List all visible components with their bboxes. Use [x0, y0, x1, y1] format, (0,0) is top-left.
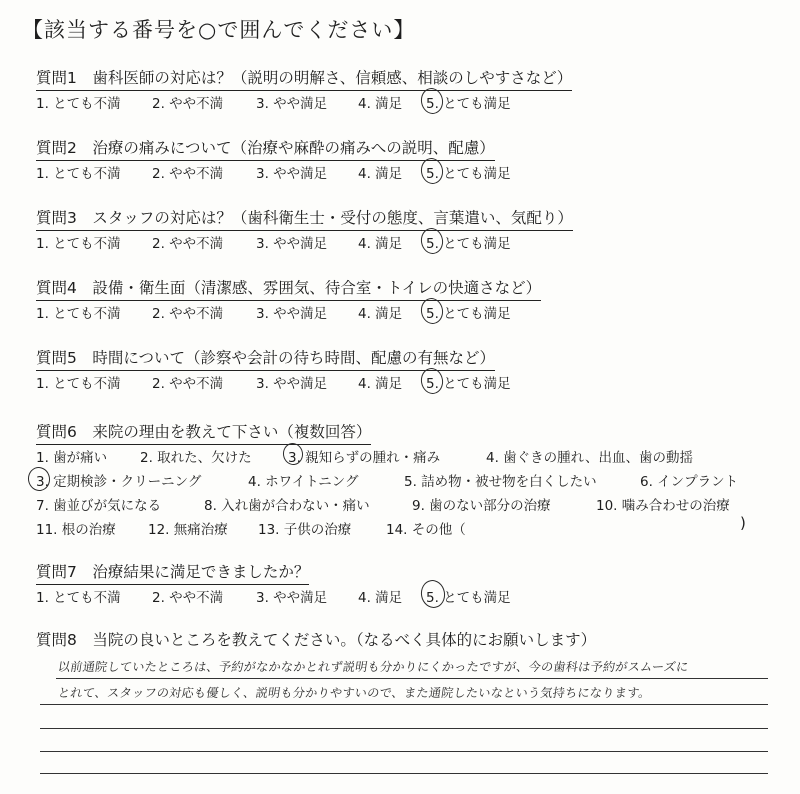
q3-option[interactable]: 4. 満足	[358, 236, 403, 252]
question-8-title: 質問8 当院の良いところを教えてください。（なるべく具体的にお願いします）	[36, 631, 597, 649]
q1-option[interactable]: 3. やや満足	[256, 96, 328, 112]
q6-option[interactable]: 3. 定期検診・クリーニング	[36, 474, 202, 490]
q7-option[interactable]: 3. やや満足	[256, 590, 328, 606]
question-3-title: 質問3 スタッフの対応は？（歯科衛生士・受付の態度、言葉遣い、気配り）	[36, 206, 573, 231]
q3-option[interactable]: 2. やや不満	[152, 236, 224, 252]
question-6-title: 質問6 来院の理由を教えて下さい（複数回答）	[36, 420, 371, 445]
q5-option[interactable]: 4. 満足	[358, 376, 403, 392]
other-close-paren: )	[740, 514, 746, 532]
q2-option[interactable]: 2. やや不満	[152, 166, 224, 182]
q1-option[interactable]: 4. 満足	[358, 96, 403, 112]
q7-option[interactable]: 4. 満足	[358, 590, 403, 606]
q6-option[interactable]: 6. インプラント	[640, 474, 739, 490]
q2-option[interactable]: 1. とても不満	[36, 166, 121, 182]
q6-option[interactable]: 2. 取れた、欠けた	[140, 450, 252, 466]
q7-option[interactable]: 1. とても不満	[36, 590, 121, 606]
q4-option[interactable]: 1. とても不満	[36, 306, 121, 322]
q6-option[interactable]: 8. 入れ歯が合わない・痛い	[204, 498, 370, 514]
q4-option[interactable]: 4. 満足	[358, 306, 403, 322]
q2-option[interactable]: 3. やや満足	[256, 166, 328, 182]
question-7-title: 質問7 治療結果に満足できましたか？	[36, 560, 309, 585]
q5-option[interactable]: 5. とても満足	[426, 376, 511, 392]
q1-option[interactable]: 5. とても満足	[426, 96, 511, 112]
q6-option[interactable]: 5. 詰め物・被せ物を白くしたい	[404, 474, 597, 490]
q3-option[interactable]: 3. やや満足	[256, 236, 328, 252]
q6-option[interactable]: 9. 歯のない部分の治療	[412, 498, 551, 514]
q4-option[interactable]: 3. やや満足	[256, 306, 328, 322]
question-5-title: 質問5 時間について（診察や会計の待ち時間、配慮の有無など）	[36, 346, 495, 371]
question-2-title: 質問2 治療の痛みについて（治療や麻酔の痛みへの説明、配慮）	[36, 136, 495, 161]
q6-option[interactable]: 4. 歯ぐきの腫れ、出血、歯の動揺	[486, 450, 693, 466]
answer-rule-line	[40, 704, 768, 705]
q6-option[interactable]: 3. 親知らずの腫れ・痛み	[288, 450, 441, 466]
question-4-title: 質問4 設備・衛生面（清潔感、雰囲気、待合室・トイレの快適さなど）	[36, 276, 541, 301]
q4-option[interactable]: 2. やや不満	[152, 306, 224, 322]
q6-option[interactable]: 4. ホワイトニング	[248, 474, 359, 490]
q1-option[interactable]: 1. とても不満	[36, 96, 121, 112]
q7-option[interactable]: 2. やや不満	[152, 590, 224, 606]
q5-option[interactable]: 2. やや不満	[152, 376, 224, 392]
handwritten-answer-line: とれて、スタッフの対応も優しく、説明も分かりやすいので、また通院したいなという気持ちになります。	[56, 686, 652, 700]
question-1-title: 質問1 歯科医師の対応は？（説明の明解さ、信頼感、相談のしやすさなど）	[36, 66, 572, 91]
q6-option[interactable]: 1. 歯が痛い	[36, 450, 108, 466]
q5-option[interactable]: 1. とても不満	[36, 376, 121, 392]
answer-rule-line	[40, 751, 768, 752]
q6-option[interactable]: 11. 根の治療	[36, 522, 116, 538]
q6-option[interactable]: 10. 噛み合わせの治療	[596, 498, 730, 514]
q6-option[interactable]: 13. 子供の治療	[258, 522, 352, 538]
answer-rule-line	[56, 678, 768, 679]
q6-option[interactable]: 12. 無痛治療	[148, 522, 228, 538]
q1-option[interactable]: 2. やや不満	[152, 96, 224, 112]
q6-option[interactable]: 7. 歯並びが気になる	[36, 498, 162, 514]
handwritten-answer-line: 以前通院していたところは、予約がなかなかとれず説明も分かりにくかったですが、今の歯科は予約がスムーズに	[56, 660, 690, 674]
answer-rule-line	[40, 728, 768, 729]
q2-option[interactable]: 4. 満足	[358, 166, 403, 182]
q3-option[interactable]: 5. とても満足	[426, 236, 511, 252]
q6-option[interactable]: 14. その他（	[386, 522, 466, 538]
q3-option[interactable]: 1. とても不満	[36, 236, 121, 252]
answer-rule-line	[40, 773, 768, 774]
q5-option[interactable]: 3. やや満足	[256, 376, 328, 392]
q4-option[interactable]: 5. とても満足	[426, 306, 511, 322]
q7-option[interactable]: 5. とても満足	[426, 590, 511, 606]
q2-option[interactable]: 5. とても満足	[426, 166, 511, 182]
page-heading: 【該当する番号を○で囲んでください】	[22, 18, 416, 42]
